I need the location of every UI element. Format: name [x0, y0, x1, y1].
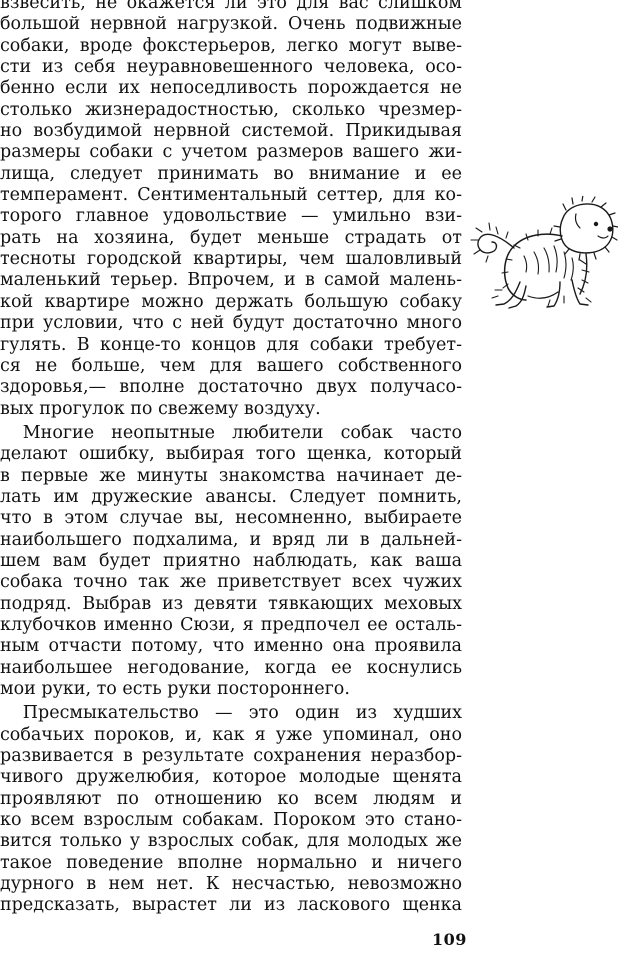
- text-line: гулять. В конце-то концов для собаки требует-: [0, 334, 462, 355]
- text-line: собаки, вроде фокстерьеров, легко могут выве-: [0, 35, 462, 56]
- text-line: наибольшего подхалима, и вряд ли в дальней-: [0, 529, 462, 550]
- text-line: лища, следует принимать во внимание и ее: [0, 163, 462, 184]
- text-line: лать им дружеские авансы. Следует помнить,: [0, 486, 462, 507]
- text-line: собака точно так же приветствует всех чужих: [0, 572, 462, 593]
- text-line: Пресмыкательство — это один из худших: [22, 703, 462, 724]
- text-line: тесноты городской квартиры, чем шаловливый: [0, 249, 462, 270]
- text-line: рать на хозяина, будет меньше страдать от: [0, 227, 462, 248]
- text-line: клубочков именно Сюзи, я предпочел ее осталь-: [0, 614, 462, 635]
- text-line: размеры собаки с учетом размеров вашего жи-: [0, 142, 462, 163]
- text-line: в первые же минуты знакомства начинает де-: [0, 465, 462, 486]
- text-line: делают ошибку, выбирая того щенка, который: [0, 444, 462, 465]
- text-line: торого главное удовольствие — умильно взи-: [0, 206, 462, 227]
- text-line: темперамент. Сентиментальный сеттер, для ко-: [0, 185, 462, 206]
- text-line: собачьих пороков, и, как я уже упоминал, оно: [0, 724, 462, 745]
- page-number: 109: [432, 930, 467, 949]
- text-line: столько жизнерадостностью, сколько чрезмер-: [0, 99, 462, 120]
- text-line: здоровья,— вполне достаточно двух получасо-: [0, 377, 462, 398]
- text-line: проявляют по отношению ко всем людям и: [0, 788, 462, 809]
- text-line: что в этом случае вы, несомненно, выбираете: [0, 508, 462, 529]
- text-line: ся не больше, чем для вашего собственного: [0, 355, 462, 376]
- text-line: шем вам будет приятно наблюдать, как ваша: [0, 550, 462, 571]
- text-line: вится только у взрослых собак, для молодых же: [0, 831, 462, 852]
- text-line: ко всем взрослым собакам. Пороком это стано-: [0, 810, 462, 831]
- text-line: подряд. Выбрав из девяти тявкающих меховых: [0, 593, 462, 614]
- text-line: бенно если их непоседливость порождается не: [0, 78, 462, 99]
- text-line: мои руки, то есть руки постороннего.: [0, 679, 350, 699]
- text-line: дурного в нем нет. К несчастью, невозможно: [0, 874, 462, 895]
- text-line: предсказать, вырастет ли из ласкового щенка: [0, 895, 462, 916]
- text-line: вых прогулок по свежему воздуху.: [0, 398, 321, 419]
- text-line: но возбудимой нервной системой. Прикидывая: [0, 121, 462, 142]
- text-line: кой квартире можно держать большую собаку: [0, 291, 462, 312]
- fluffy-dog-sketch-icon: [468, 196, 618, 314]
- text-line: большой нервной нагрузкой. Очень подвижные: [0, 14, 462, 35]
- text-line: маленький терьер. Впрочем, и в самой малень-: [0, 270, 462, 291]
- text-line: чивого дружелюбия, которое молодые щенята: [0, 767, 462, 788]
- text-line: ным отчасти потому, что именно она проявила: [0, 636, 462, 657]
- text-line: наибольшее негодование, когда ее коснулись: [0, 657, 462, 678]
- text-line: Многие неопытные любители собак часто: [22, 422, 462, 443]
- text-line: при условии, что с ней будут достаточно много: [0, 313, 462, 334]
- text-line: такое поведение вполне нормально и ничего: [0, 852, 462, 873]
- text-line: развивается в результате сохранения неразбор-: [0, 746, 462, 767]
- text-line: взвесить, не окажется ли это для вас слишком: [0, 0, 462, 13]
- text-line: сти из себя неуравновешенного человека, осо-: [0, 57, 462, 78]
